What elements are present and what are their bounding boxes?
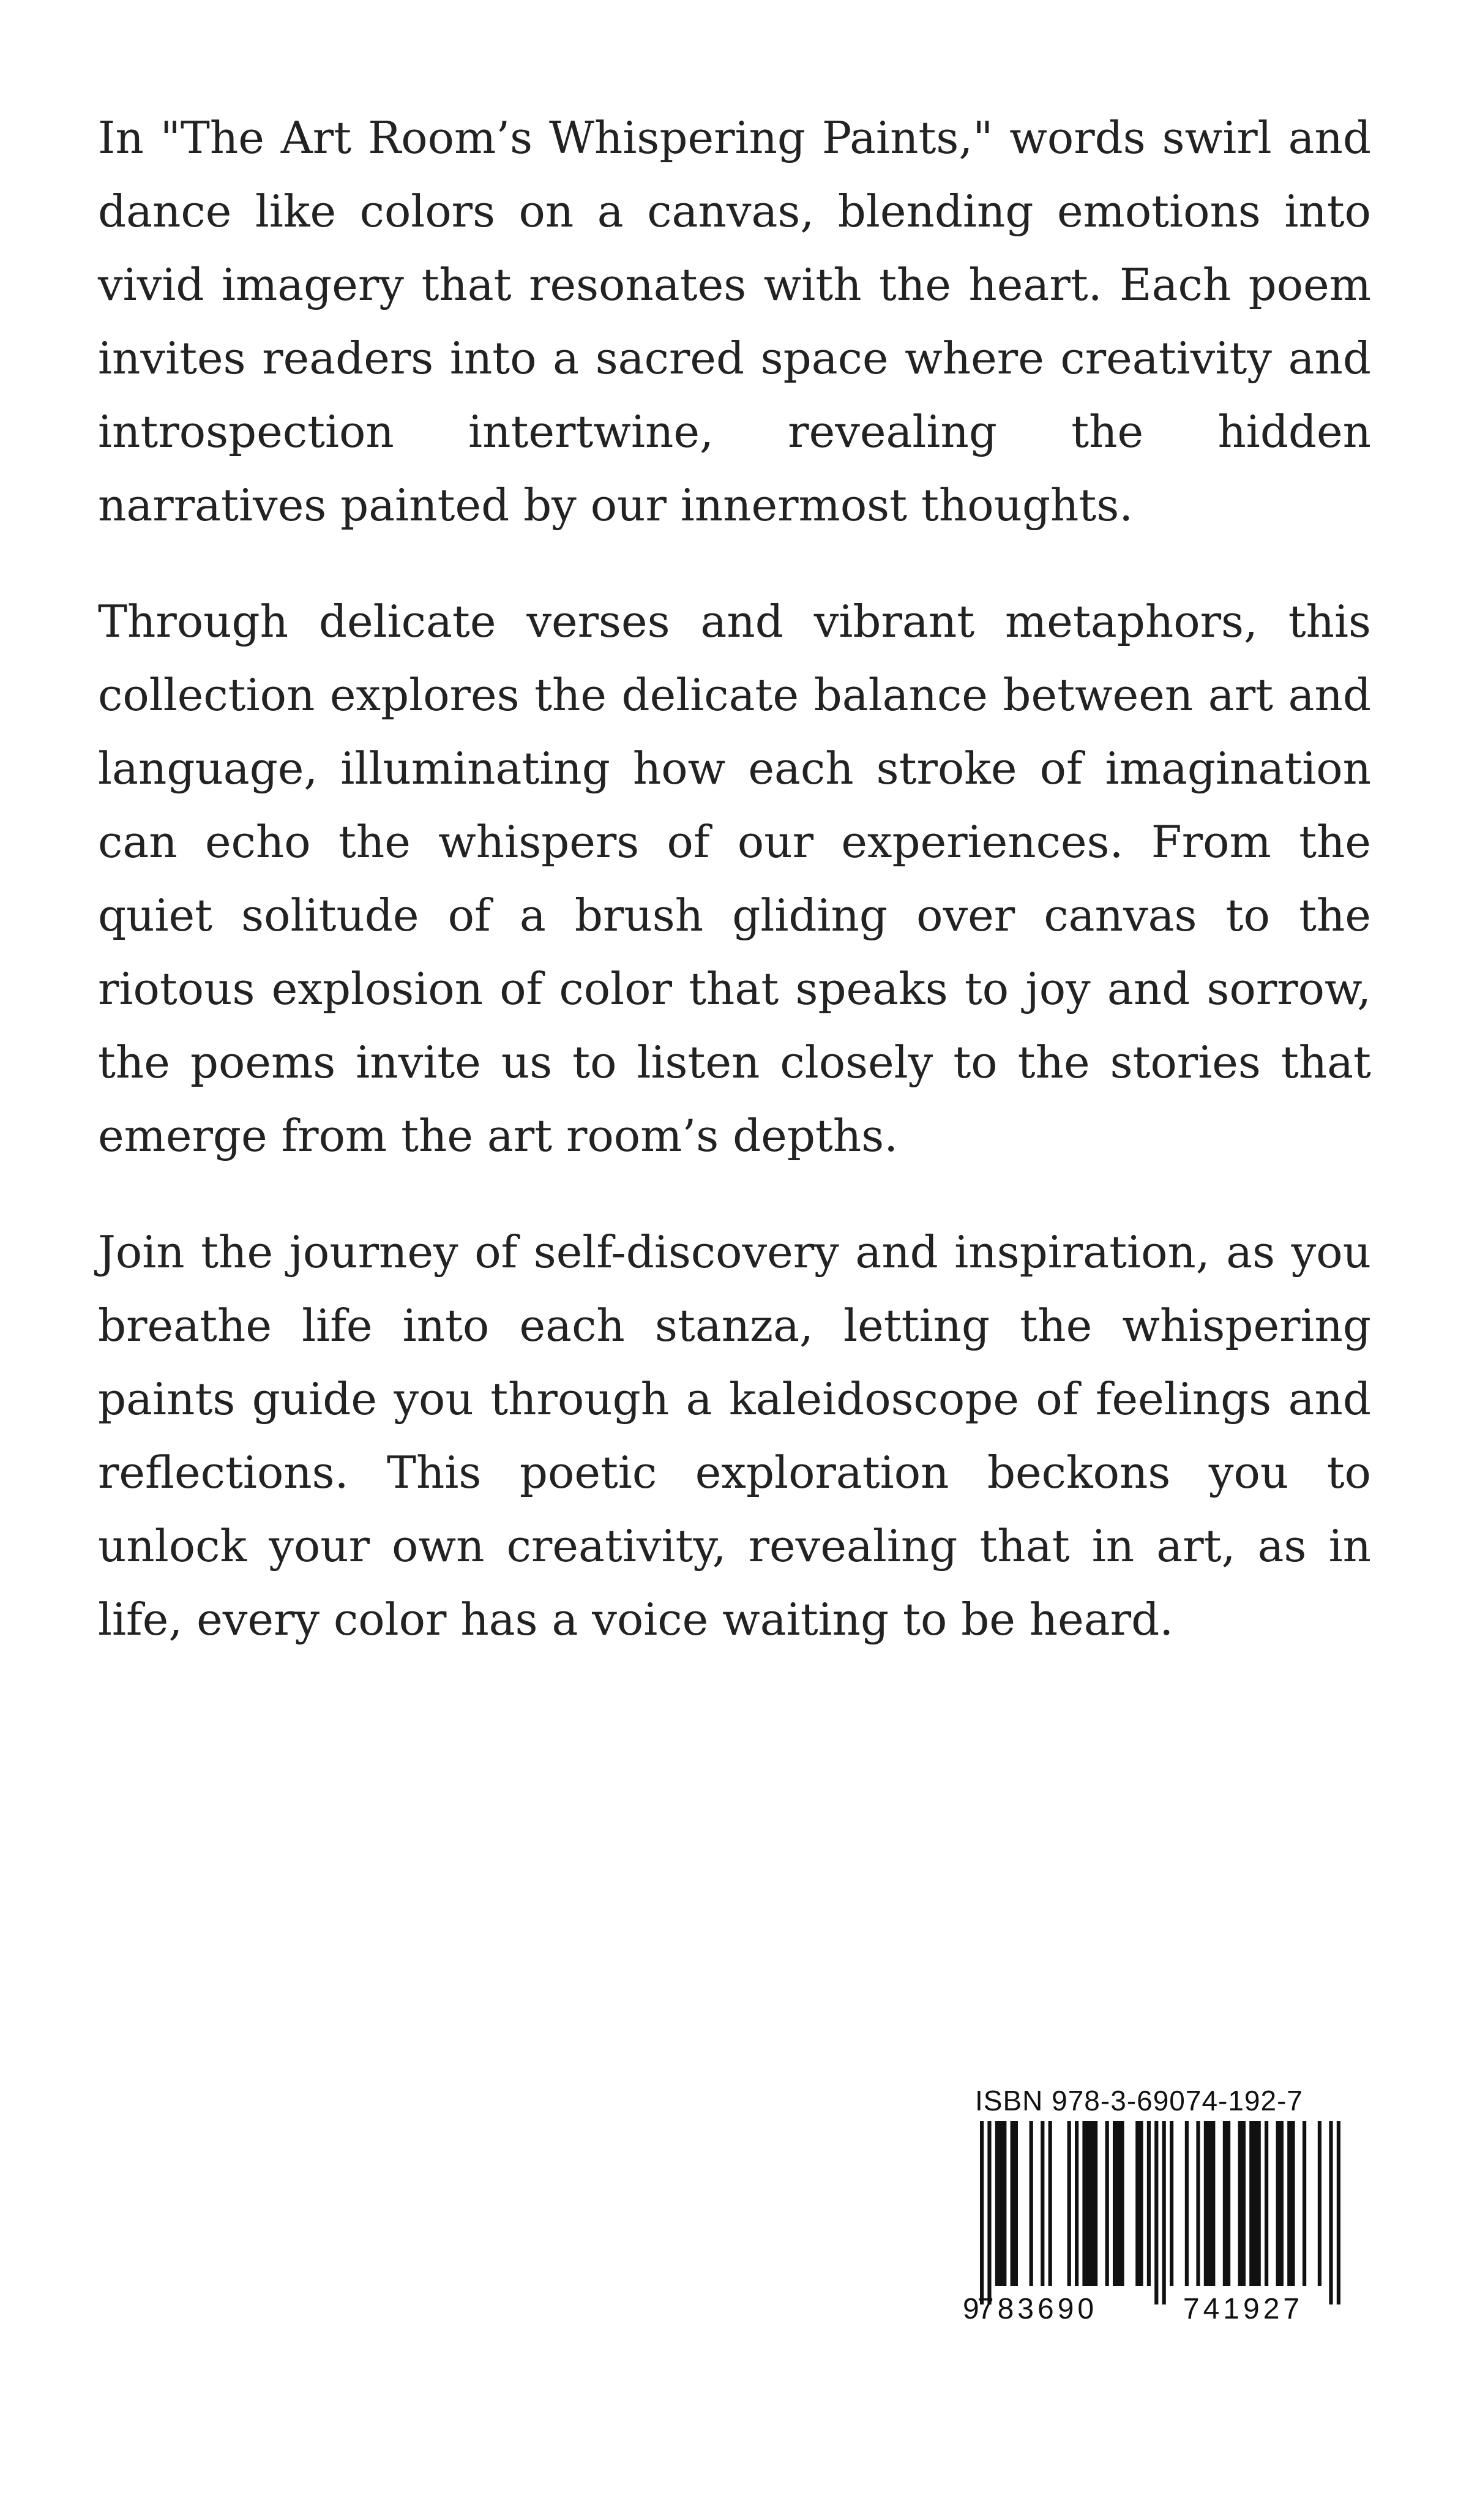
barcode-left-digits: 783690 [977,2293,1098,2325]
barcode-bar-0 [980,2121,984,2304]
barcode-bar-14 [1154,2121,1158,2304]
back-cover-blurb [98,101,1371,1699]
barcode-bar-25 [1287,2121,1295,2286]
barcode-bar-8 [1075,2121,1078,2286]
barcode-bar-18 [1196,2121,1200,2286]
barcode-bar-5 [1041,2121,1044,2286]
barcode-bar-20 [1223,2121,1230,2286]
barcode-bar-4 [1030,2121,1033,2286]
barcode-bar-12 [1135,2121,1143,2286]
blurb-paragraph-2: Through delicate verses and vibrant metaphors, this collection explores the delicate balance between art and language, illuminating how each stroke of imagination can echo the whispers of our experiences. From the quiet solitude of a brush gliding over canvas to the riotous explosion of color that speaks to joy and sorrow, the poems invite us to listen closely to the stories that emerge from the art room’s depths. [98,596,1371,1161]
barcode-right-digits: 741927 [1183,2293,1304,2325]
isbn-barcode-block [946,2071,1386,2328]
barcode-bar-2 [995,2121,1007,2286]
barcode-bar-27 [1318,2121,1321,2286]
barcode-bar-11 [1113,2121,1124,2286]
barcode-bar-1 [987,2121,991,2304]
barcode-bar-10 [1105,2121,1109,2286]
barcode-bar-21 [1238,2121,1246,2286]
barcode-bar-13 [1147,2121,1151,2286]
barcode-bar-17 [1185,2121,1189,2286]
barcode-bar-15 [1162,2121,1166,2304]
barcode-graphic [946,2071,1386,2328]
barcode-bar-6 [1048,2121,1052,2286]
barcode-bar-9 [1082,2121,1097,2286]
blurb-paragraph-3: Join the journey of self-discovery and inspiration, as you breathe life into each stanza, letting the whispering paints guide you through a kaleidoscope of feelings and reflections. This poetic exploration beckons you to unlock your own creativity, revealing that in art, as in life, every color has a voice waiting to be heard. [98,1226,1371,1645]
barcode-bar-29 [1337,2121,1340,2304]
barcode-bar-28 [1329,2121,1333,2304]
barcode-first-digit: 9 [963,2293,979,2325]
barcode-bar-22 [1249,2121,1261,2286]
barcode-bar-7 [1067,2121,1071,2286]
barcode-bar-26 [1303,2121,1306,2286]
barcode-bar-16 [1170,2121,1173,2286]
blurb-paragraph-1: In "The Art Room’s Whispering Paints," words swirl and dance like colors on a canvas, blending emotions into vivid imagery that resonates with the heart. Each poem invites readers into a sacred space where creativity and introspection intertwine, revealing the hidden narratives painted by our innermost thoughts. [98,112,1371,531]
barcode-bar-3 [1011,2121,1018,2286]
barcode-bars [980,2121,1340,2304]
barcode-bar-23 [1265,2121,1268,2286]
barcode-bar-24 [1276,2121,1284,2286]
barcode-bar-19 [1204,2121,1216,2286]
isbn-label: ISBN 978-3-69074-192-7 [975,2085,1303,2117]
